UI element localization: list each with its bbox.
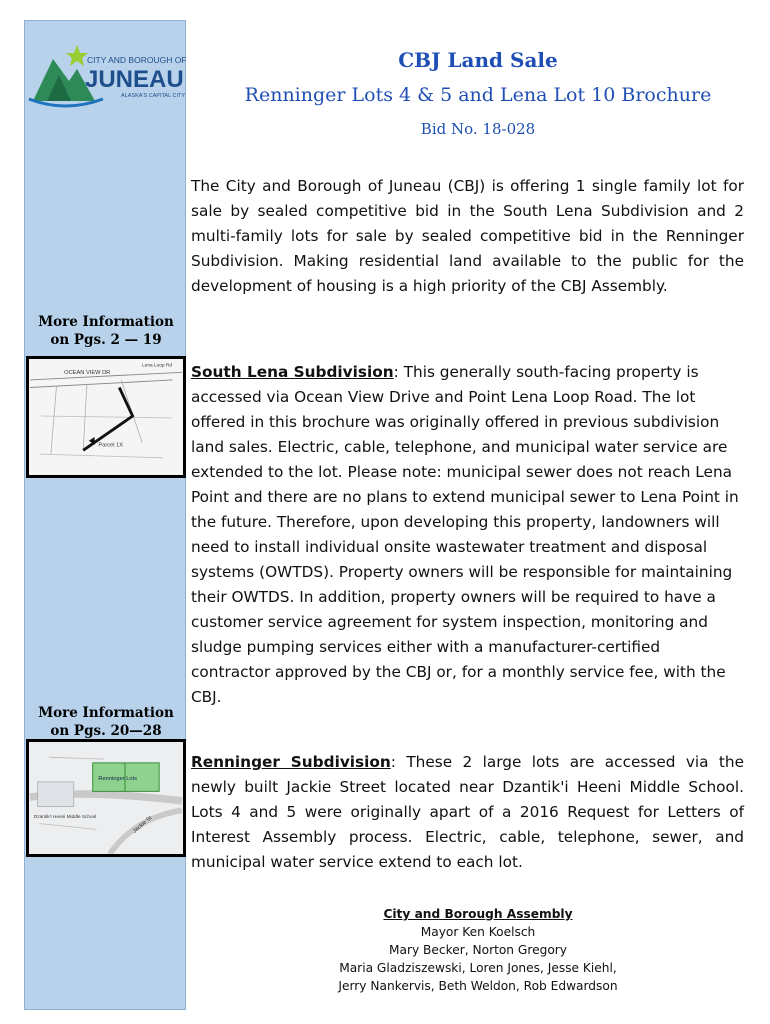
map-corner-label: Lena Loop Rd — [142, 363, 172, 369]
heading-colon: : — [393, 363, 404, 381]
school-area — [38, 782, 74, 807]
more-info-lena-pages: on Pgs. 2 — 19 — [50, 332, 162, 348]
map-road-label: OCEAN VIEW DR — [64, 370, 111, 377]
assembly-member-line: Maria Gladziszewski, Loren Jones, Jesse Kiehl, — [339, 961, 617, 975]
map-lots-label: Renninger Lots — [98, 775, 137, 782]
map-parcel-label: Parcel 1X — [98, 442, 124, 449]
south-lena-section — [191, 360, 744, 710]
assembly-member-line: Mayor Ken Koelsch — [420, 925, 536, 939]
assembly-heading: City and Borough Assembly — [383, 907, 573, 921]
cbj-logo — [25, 29, 187, 119]
more-info-renninger-pages: on Pgs. 20—28 — [50, 723, 162, 739]
more-info-renninger — [25, 704, 187, 740]
more-info-renninger-line1: More Information — [38, 705, 174, 721]
logo-main-text: JUNEAU — [85, 66, 184, 93]
renninger-subdivision-map — [26, 739, 186, 857]
sidebar — [24, 20, 186, 1010]
more-info-lena-line1: More Information — [38, 314, 174, 330]
page-subtitle: Renninger Lots 4 & 5 and Lena Lot 10 Brochure — [244, 84, 712, 106]
map-street-label: Jackie St — [131, 815, 154, 835]
logo-tagline: ALASKA'S CAPITAL CITY — [121, 93, 186, 99]
intro-paragraph: The City and Borough of Juneau (CBJ) is offering 1 single family lot for sale by sealed competitive bid in the South Lena Subdivision and 2 multi-family lots for sale by sealed competitive bid in the Renninger Subdivision. Making residential land available to the public for the development of housing is a high priority of the CBJ Assembly. — [191, 177, 744, 295]
more-info-lena — [25, 313, 187, 349]
star-icon — [66, 45, 88, 66]
renninger-section — [191, 750, 744, 875]
logo-top-text: CITY AND BOROUGH OF — [87, 55, 187, 65]
bid-number: Bid No. 18-028 — [420, 120, 536, 138]
map-school-label: Dzantik'i Heeni Middle School — [33, 814, 97, 820]
assembly-list — [186, 905, 770, 995]
renninger-text: These 2 large lots are accessed via the newly built Jackie Street located near Dzantik'i Heeni Middle School. Lots 4 and 5 were originally apart of a 2016 Request for Letters of Interest Assembly process. Electric, cable, telephone, sewer, and municipal water service extend to each lot. — [191, 753, 744, 871]
south-lena-text: This generally south-facing property is accessed via Ocean View Drive and Point Lena Loop Road. The lot offered in this brochure was originally offered in previous subdivision land sales. Electric, cable, telephone, and municipal water service are extended to the lot. Please note: municipal sewer does not reach Lena Point and there are no plans to extend municipal sewer to Lena Point in the future. Therefore, upon developing this property, landowners will need to install individual onsite wastewater treatment and disposal systems (OWTDS). Property owners will be responsible for maintaining their OWTDS. In addition, property owners will be required to have a customer service agreement for system inspection, monitoring and sludge pumping services either with a manufacturer-certified contractor approved by the CBJ or, for a monthly service fee, with the CBJ. — [191, 363, 739, 706]
renninger-map-graphic — [29, 742, 183, 854]
south-lena-heading: South Lena Subdivision — [191, 363, 394, 381]
renninger-heading: Renninger Subdivision — [191, 753, 391, 771]
lena-map-graphic — [29, 359, 183, 475]
assembly-member-line: Jerry Nankervis, Beth Weldon, Rob Edwardson — [338, 979, 618, 993]
lena-subdivision-map — [26, 356, 186, 478]
assembly-member-line: Mary Becker, Norton Gregory — [388, 943, 568, 957]
juneau-logo-graphic — [25, 29, 187, 119]
page-title: CBJ Land Sale — [398, 48, 558, 72]
heading-colon: : — [390, 753, 407, 771]
